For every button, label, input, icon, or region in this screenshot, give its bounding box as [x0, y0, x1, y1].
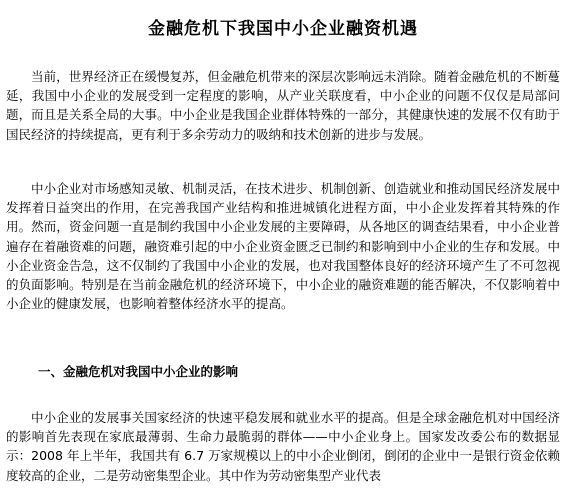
body-paragraph-2: 中小企业对市场感知灵敏、机制灵活，在技术进步、机制创新、创造就业和推动国民经济发展中发挥着日益突出的作用，在完善我国产业结构和推进城镇化进程方面，中小企业发挥着其特殊的作用。然而，资金问题一直是制约我国中小企业发展的主要障碍，从各地区的调查结果看，中小企业普遍存在着融资难的问题，融资难引起的中小企业资金匮乏已制约和影响到中小企业的生存和发展。中小企业资金告急，这不仅制约了我国中小企业的发展，也对我国整体良好的经济环境产生了不可忽视的负面影响。特别是在当前金融危机的经济环境下，中小企业的融资难题的能否解决，不仅影响着中小企业的健康发展，也影响着整体经济水平的提高。	[6, 181, 560, 312]
page-title: 金融危机下我国中小企业融资机遇	[148, 19, 418, 39]
section-heading: 一、金融危机对我国中小企业的影响	[38, 364, 239, 379]
body-paragraph-1: 当前，世界经济正在缓慢复苏，但金融危机带来的深层次影响远未消除。随着金融危机的不断蔓延，我国中小企业的发展受到一定程度的影响，从产业关联度看，中小企业的问题不仅仅是局部问题，而且是关系全局的大事。中小企业是我国企业群体特殊的一部分，其健康快速的发展不仅有助于国民经济的持续提高，更有利于多余劳动力的吸纳和技术创新的进步与发展。	[6, 69, 560, 142]
section-paragraph: 中小企业的发展事关国家经济的快速平稳发展和就业水平的提高。但是全球金融危机对中国经济的影响首先表现在家底最薄弱、生命力最脆弱的群体——中小企业身上。国家发改委公布的数据显示：2008 年上半年，我国共有 6.7 万家规模以上的中小企业倒闭，倒闭的企业中一是银行资金依赖度较高的企业，二是劳动密集型企业。其中作为劳动密集型产业代表	[6, 410, 560, 483]
